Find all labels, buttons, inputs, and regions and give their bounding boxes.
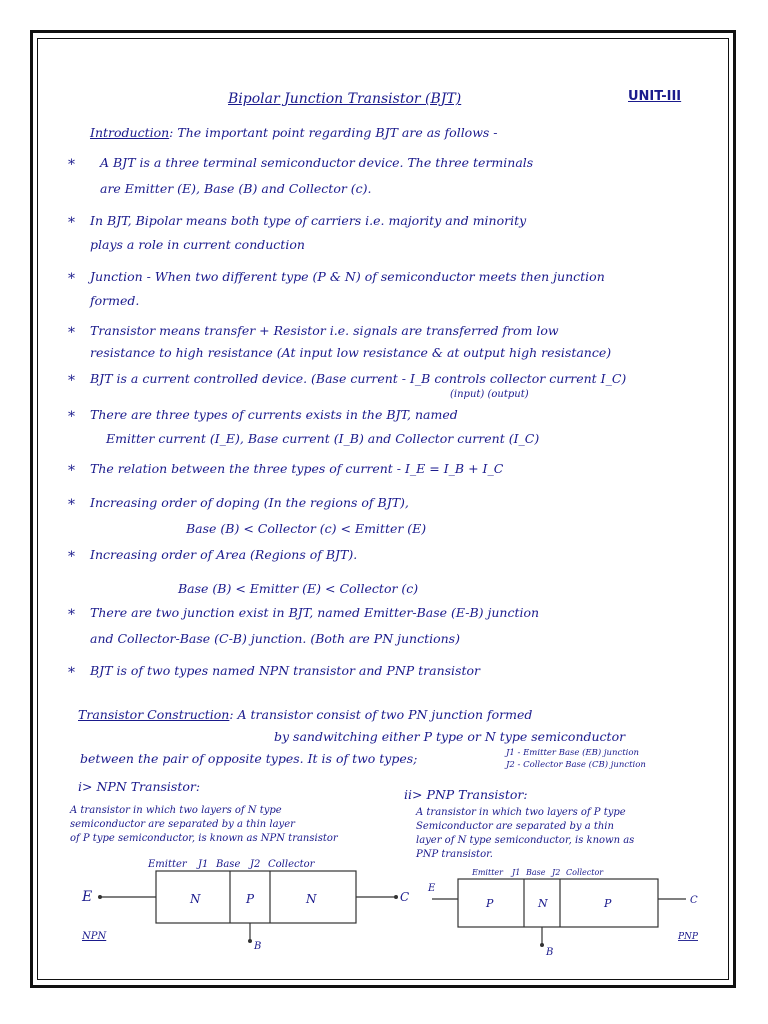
pnp-caption: PNP xyxy=(678,932,698,942)
bullet-10-line-1: There are two junction exist in BJT, named Emitter-Base (E-B) junction xyxy=(90,605,540,620)
bullet-7-line-1: The relation between the three types of current - I_E = I_B + I_C xyxy=(90,461,504,476)
pnp-desc-3: layer of N type semiconductor, is known as xyxy=(416,835,635,846)
npn-terminal-c: C xyxy=(400,890,410,904)
bullet-2-line-2: plays a role in current conduction xyxy=(90,237,305,252)
bullet-6-line-1: There are three types of currents exists in the BJT, named xyxy=(90,407,458,422)
npn-emitter-label: Emitter xyxy=(148,859,187,870)
bullet-2-line-1: In BJT, Bipolar means both type of carriers i.e. majority and minority xyxy=(90,213,527,228)
intro-heading: Introduction xyxy=(90,125,170,140)
pnp-terminal-e: E xyxy=(428,883,436,894)
bullet-3-line-2: formed. xyxy=(90,293,140,308)
npn-terminal-e: E xyxy=(82,889,93,905)
npn-j1-label: J1 xyxy=(198,859,209,870)
bullet-5-line-2: (input) (output) xyxy=(450,389,529,400)
bullet-star: * xyxy=(68,607,75,623)
npn-terminal-b: B xyxy=(254,941,262,952)
npn-collector-label: Collector xyxy=(268,859,315,870)
junction-note-2: J2 - Collector Base (CB) junction xyxy=(506,760,646,770)
npn-desc-3: of P type semiconductor, is known as NPN transistor xyxy=(70,833,338,844)
bullet-star: * xyxy=(68,665,75,681)
bullet-8-line-2: Base (B) < Collector (c) < Emitter (E) xyxy=(186,521,427,536)
pnp-diagram xyxy=(428,865,708,964)
bullet-11-line-1: BJT is of two types named NPN transistor and PNP transistor xyxy=(90,663,480,678)
bullet-1-line-2: are Emitter (E), Base (B) and Collector (c). xyxy=(100,181,372,196)
bullet-star: * xyxy=(68,271,75,287)
pnp-heading: ii> PNP Transistor: xyxy=(404,787,528,802)
pnp-collector-label: Collector xyxy=(566,868,604,877)
intro-text: : The important point regarding BJT are as follows - xyxy=(169,125,498,140)
bullet-5-line-1: BJT is a current controlled device. (Base current - I_B controls collector current I_C) xyxy=(90,371,627,386)
bullet-star: * xyxy=(68,215,75,231)
bullet-star: * xyxy=(68,409,75,425)
npn-j2-label: J2 xyxy=(250,859,261,870)
bullet-9-line-2: Base (B) < Emitter (E) < Collector (c) xyxy=(178,581,419,596)
bullet-9-line-1: Increasing order of Area (Regions of BJT). xyxy=(90,547,358,562)
bullet-3-line-1: Junction - When two different type (P & N) of semiconductor meets then junction xyxy=(90,269,605,284)
bullet-8-line-1: Increasing order of doping (In the regions of BJT), xyxy=(90,495,409,510)
pnp-desc-4: PNP transistor. xyxy=(416,849,493,860)
npn-heading: i> NPN Transistor: xyxy=(78,779,201,794)
npn-caption: NPN xyxy=(82,931,107,942)
bullet-star: * xyxy=(68,373,75,389)
intro-line xyxy=(90,125,498,141)
construction-line-3: between the pair of opposite types. It is of two types; xyxy=(80,751,418,766)
junction-note-1: J1 - Emitter Base (EB) junction xyxy=(506,748,639,758)
pnp-j2-label: J2 xyxy=(552,868,561,877)
bullet-star: * xyxy=(68,497,75,513)
npn-diagram xyxy=(78,853,408,957)
pnp-desc-2: Semiconductor are separated by a thin xyxy=(416,821,614,832)
bullet-10-line-2: and Collector-Base (C-B) junction. (Both are PN junctions) xyxy=(90,631,460,646)
npn-region-collector: N xyxy=(306,892,317,906)
page-title: Bipolar Junction Transistor (BJT) xyxy=(228,91,462,107)
unit-label: UNIT-III xyxy=(628,89,682,104)
pnp-emitter-label: Emitter xyxy=(472,868,503,877)
pnp-terminal-c: C xyxy=(690,895,698,906)
bullet-1-line-1: A BJT is a three terminal semiconductor device. The three terminals xyxy=(100,155,534,170)
npn-body xyxy=(156,871,356,923)
pnp-region-emitter: P xyxy=(486,897,494,910)
pnp-base-label: Base xyxy=(526,868,546,877)
npn-desc-1: A transistor in which two layers of N type xyxy=(70,805,282,816)
notes-page xyxy=(60,75,710,970)
pnp-region-collector: P xyxy=(604,897,612,910)
bullet-4-line-2: resistance to high resistance (At input low resistance & at output high resistance) xyxy=(90,345,612,360)
npn-base-label: Base xyxy=(216,859,241,870)
construction-line-2: by sandwitching either P type or N type semiconductor xyxy=(274,729,626,744)
npn-region-base: P xyxy=(246,892,255,906)
bullet-star: * xyxy=(68,325,75,341)
pnp-j1-label: J1 xyxy=(512,868,521,877)
pnp-desc-1: A transistor in which two layers of P type xyxy=(416,807,626,818)
pnp-terminal-b: B xyxy=(546,947,554,958)
pnp-region-base: N xyxy=(538,897,548,910)
bullet-4-line-1: Transistor means transfer + Resistor i.e. signals are transferred from low xyxy=(90,323,559,338)
construction-heading: Transistor Construction xyxy=(78,707,230,722)
bullet-star: * xyxy=(68,157,75,173)
npn-desc-2: semiconductor are separated by a thin layer xyxy=(70,819,295,830)
bullet-star: * xyxy=(68,549,75,565)
bullet-6-line-2: Emitter current (I_E), Base current (I_B) and Collector current (I_C) xyxy=(106,431,540,446)
construction-line-1: Transistor Construction: A transistor consist of two PN junction formed xyxy=(78,707,533,722)
npn-region-emitter: N xyxy=(190,892,201,906)
bullet-star: * xyxy=(68,463,75,479)
